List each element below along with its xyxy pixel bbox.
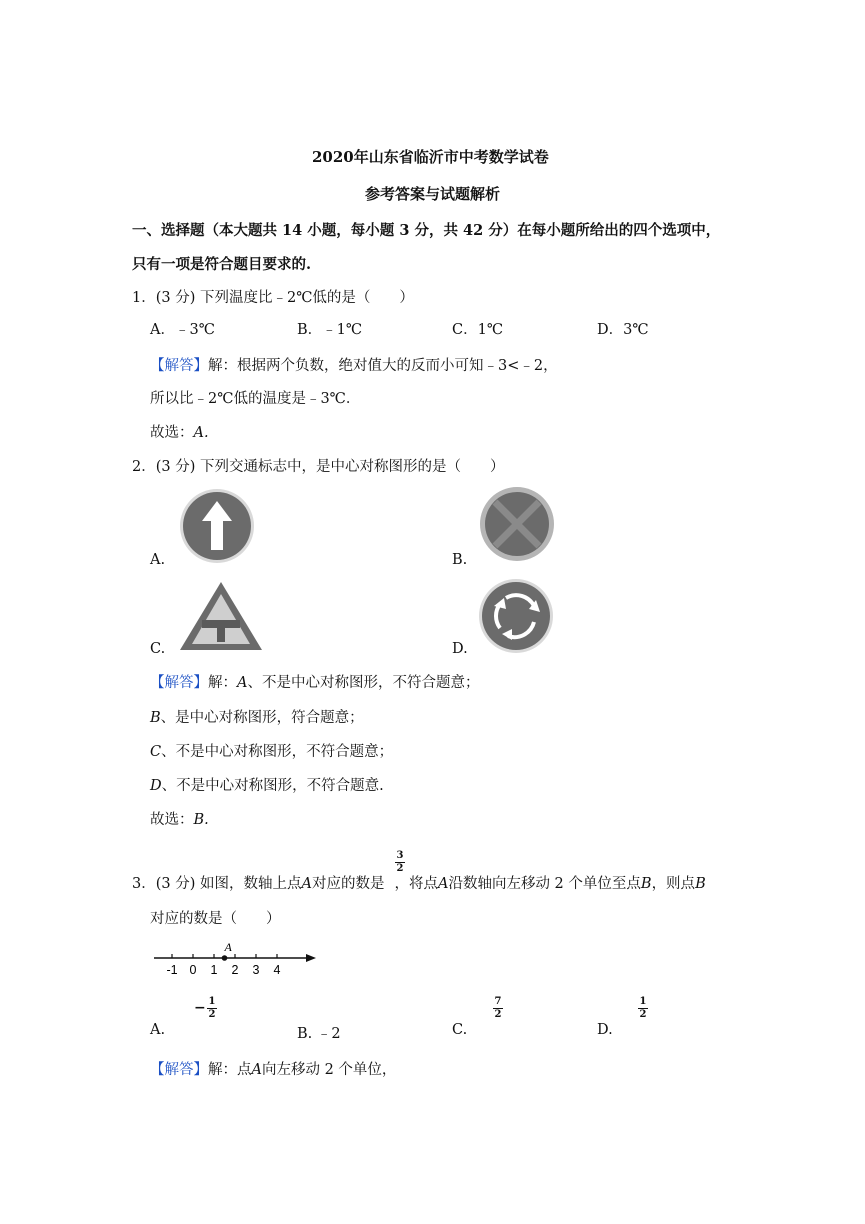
number-line-tick-label: 0: [189, 963, 197, 977]
q1-option-b: B．﹣1℃: [297, 322, 363, 338]
q2-option-d: D.: [452, 641, 468, 657]
q3-option-a-sign: −: [194, 1000, 206, 1016]
number-line-tick-label: 3: [252, 963, 260, 977]
number-line-arrow-icon: [306, 954, 316, 962]
answer-tag: 【解答】: [150, 675, 208, 691]
number-line-tick-label: 2: [231, 963, 239, 977]
q1-solution-line2: 所以比﹣2℃低的温度是﹣3℃．: [150, 391, 361, 407]
q2-solution-line3: C、不是中心对称图形，不符合题意；: [150, 744, 394, 760]
sign-c-t-junction-icon: [178, 580, 264, 652]
q2-solution-line4: D、不是中心对称图形，不符合题意.: [150, 778, 384, 794]
section-heading-line2: 只有一项是符合题目要求的.: [132, 256, 312, 273]
sign-a-up-arrow-icon: [179, 488, 255, 564]
q3-option-c: C.: [452, 1022, 468, 1038]
q1-option-c: C．1℃: [452, 322, 504, 338]
q2-stem: 2．(3 分) 下列交通标志中，是中心对称图形的是（ ）: [132, 459, 505, 475]
number-line-tick-label: -1: [166, 963, 178, 977]
q3-option-d-fraction: 1 2: [639, 996, 647, 1020]
q2-option-b: B.: [452, 552, 468, 568]
number-line-figure: [150, 938, 320, 980]
point-a-label: A: [224, 940, 232, 954]
q2-answer: 故选：B.: [150, 812, 209, 828]
q1-option-a: A．﹣3℃: [150, 322, 215, 338]
sign-d-roundabout-icon: [478, 578, 554, 654]
q3-option-c-fraction: 7 2: [494, 996, 502, 1020]
q3-option-a-fraction: 1 2: [208, 996, 216, 1020]
q3-option-b: B. ﹣2: [297, 1026, 341, 1042]
document-title: 2020年山东省临沂市中考数学试卷: [312, 148, 549, 166]
number-line-tick-label: 1: [210, 963, 218, 977]
sign-b-no-stopping-icon: [479, 486, 555, 562]
q3-stem-fraction: 3 2: [396, 850, 404, 874]
number-line-tick-label: 4: [273, 963, 281, 977]
answer-tag: 【解答】: [150, 1062, 208, 1078]
q3-option-d: D.: [597, 1022, 613, 1038]
q2-option-a: A.: [150, 552, 166, 568]
answer-tag: 【解答】: [150, 358, 208, 374]
q2-option-c: C.: [150, 641, 166, 657]
q2-solution-line2: B、是中心对称图形，符合题意；: [150, 710, 364, 726]
section-heading-line1: 一、选择题（本大题共 14 小题，每小题 3 分，共 42 分）在每小题所给出的四个选项中，: [132, 222, 721, 239]
q3-stem-line1: 3．(3 分) 如图，数轴上点A对应的数是 ，将点A沿数轴向左移动 2 个单位至点B，则点B: [132, 876, 706, 892]
q3-stem-line2: 对应的数是（ ）: [150, 911, 281, 927]
q3-option-a: A.: [150, 1022, 166, 1038]
q1-answer: 故选：A.: [150, 425, 209, 441]
q1-solution-line1: 【解答】解：根据两个负数，绝对值大的反而小可知﹣3<﹣2，: [150, 358, 558, 374]
q2-solution-line1: 【解答】解：A、不是中心对称图形，不符合题意；: [150, 675, 480, 691]
q1-option-d: D．3℃: [597, 322, 649, 338]
document-subtitle: 参考答案与试题解析: [365, 185, 501, 203]
point-a-marker: [222, 955, 228, 961]
q1-stem: 1．(3 分) 下列温度比﹣2℃低的是（ ）: [132, 290, 414, 306]
q3-solution-line1: 【解答】解：点A向左移动 2 个单位，: [150, 1062, 397, 1078]
